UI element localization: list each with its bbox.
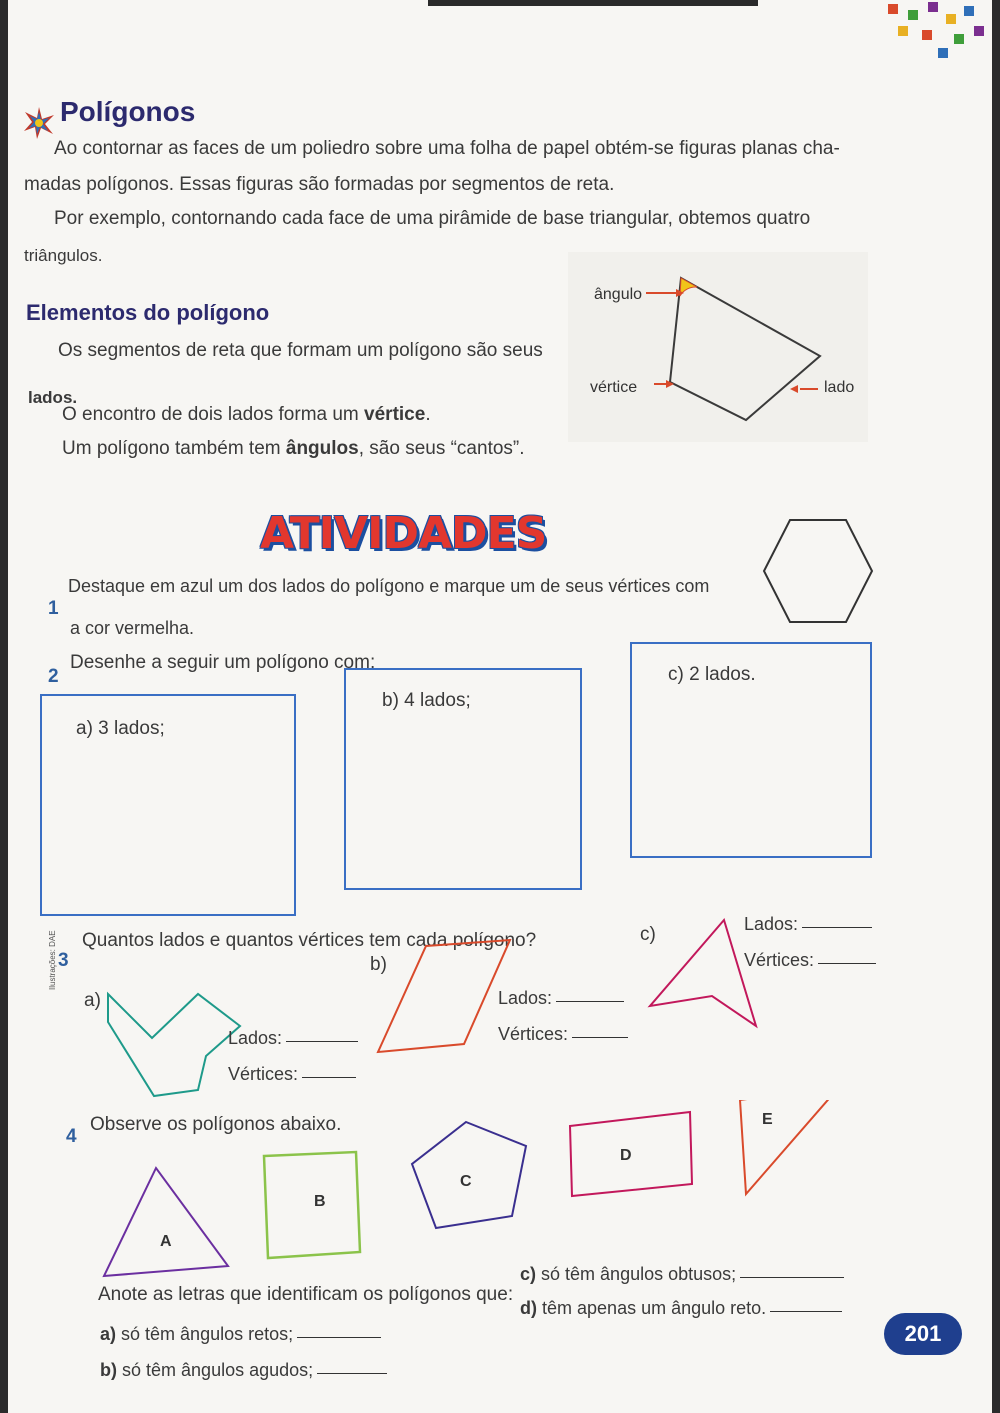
- question-4-number: 4: [66, 1126, 77, 1147]
- page-number-badge: 201: [884, 1313, 962, 1355]
- draw-box-b[interactable]: [344, 668, 582, 890]
- question-4-option-b-blank[interactable]: [317, 1372, 387, 1374]
- shape-d-letter: D: [620, 1147, 632, 1164]
- section-title: Polígonos: [60, 96, 196, 127]
- vertex-label: vértice: [590, 379, 638, 396]
- question-4-option-a-blank[interactable]: [297, 1336, 381, 1338]
- side-label: lado: [824, 379, 855, 396]
- draw-box-c-label: c) 2 lados.: [668, 664, 756, 685]
- question-1-number: 1: [48, 598, 59, 619]
- question-4-option-b: b) só têm ângulos agudos;: [100, 1360, 387, 1381]
- question-1-text-line-2: a cor vermelha.: [70, 618, 195, 638]
- intro-text-line-3: Por exemplo, contornando cada face de uma pirâmide de base triangular, obtemos quatro: [54, 208, 811, 229]
- question-4-option-d-blank[interactable]: [770, 1310, 842, 1312]
- shape-c-letter: C: [460, 1173, 472, 1190]
- intro-text-line-1: Ao contornar as faces de um poliedro sobre uma folha de papel obtém-se figuras planas cha-: [54, 138, 840, 159]
- angle-label: ângulo: [594, 286, 643, 303]
- top-decoration: [428, 0, 758, 6]
- question-4-option-c: c) só têm ângulos obtusos;: [520, 1264, 844, 1285]
- draw-box-b-label: b) 4 lados;: [382, 690, 471, 711]
- question-4-shapes: [96, 1100, 876, 1280]
- question-3b-letter: b): [370, 954, 387, 975]
- polygon-elements-diagram: [568, 252, 868, 442]
- textbook-page: [8, 0, 992, 1413]
- question-3-number: 3: [58, 950, 69, 971]
- draw-box-a-label: a) 3 lados;: [76, 718, 165, 739]
- question-3b-shape: [374, 936, 514, 1056]
- question-3c-vertices: Vértices:: [744, 950, 876, 971]
- question-4-option-c-blank[interactable]: [740, 1276, 844, 1278]
- question-3a-vertices-blank[interactable]: [302, 1076, 356, 1078]
- shape-e-letter: E: [762, 1111, 773, 1128]
- illustration-credit: Ilustrações: DAE: [48, 930, 57, 990]
- question-3c-sides: Lados:: [744, 914, 872, 935]
- hexagon-figure: [760, 516, 876, 626]
- question-3a-letter: a): [84, 990, 101, 1011]
- question-1-text-line-1: Destaque em azul um dos lados do polígono e marque um de seus vértices com: [68, 576, 710, 596]
- elements-line-2: lados.: [28, 388, 78, 407]
- elements-line-1: Os segmentos de reta que formam um polígono são seus: [58, 340, 543, 361]
- question-3b-vertices: Vértices:: [498, 1024, 628, 1045]
- intro-text-line-4: triângulos.: [24, 246, 103, 265]
- draw-box-a[interactable]: [40, 694, 296, 916]
- question-4-option-d: d) têm apenas um ângulo reto.: [520, 1298, 842, 1319]
- shape-b-square: [264, 1152, 360, 1258]
- question-3c-letter: c): [640, 924, 656, 945]
- question-3b-sides-blank[interactable]: [556, 1000, 624, 1002]
- question-4-text: Observe os polígonos abaixo.: [90, 1114, 342, 1135]
- question-3c-sides-blank[interactable]: [802, 926, 872, 928]
- question-3b-vertices-blank[interactable]: [572, 1036, 628, 1038]
- question-2-text: Desenhe a seguir um polígono com:: [70, 652, 376, 673]
- question-4-instruction: Anote as letras que identificam os polígonos que:: [98, 1284, 514, 1305]
- flower-icon: [22, 106, 56, 140]
- elements-title: Elementos do polígono: [26, 300, 270, 325]
- question-4-option-a: a) só têm ângulos retos;: [100, 1324, 381, 1345]
- shape-a-letter: A: [160, 1233, 172, 1250]
- draw-box-c[interactable]: [630, 642, 872, 858]
- question-3a-sides-blank[interactable]: [286, 1040, 358, 1042]
- question-2-number: 2: [48, 666, 59, 687]
- question-3b-sides: Lados:: [498, 988, 624, 1009]
- activities-heading: ATIVIDADES: [260, 508, 547, 559]
- corner-decoration: [878, 0, 992, 70]
- shape-e-right-triangle: [740, 1100, 840, 1194]
- elements-line-4: Um polígono também tem ângulos, são seus “cantos”.: [62, 438, 525, 459]
- shape-a-triangle: [104, 1168, 228, 1276]
- intro-text-line-2: madas polígonos. Essas figuras são formadas por segmentos de reta.: [24, 174, 615, 195]
- question-3a-vertices: Vértices:: [228, 1064, 356, 1085]
- question-3c-vertices-blank[interactable]: [818, 962, 876, 964]
- shape-b-letter: B: [314, 1193, 326, 1210]
- question-3-text: Quantos lados e quantos vértices tem cada polígono?: [82, 930, 537, 951]
- question-3a-sides: Lados:: [228, 1028, 358, 1049]
- elements-line-3: O encontro de dois lados forma um vértice.: [62, 404, 431, 425]
